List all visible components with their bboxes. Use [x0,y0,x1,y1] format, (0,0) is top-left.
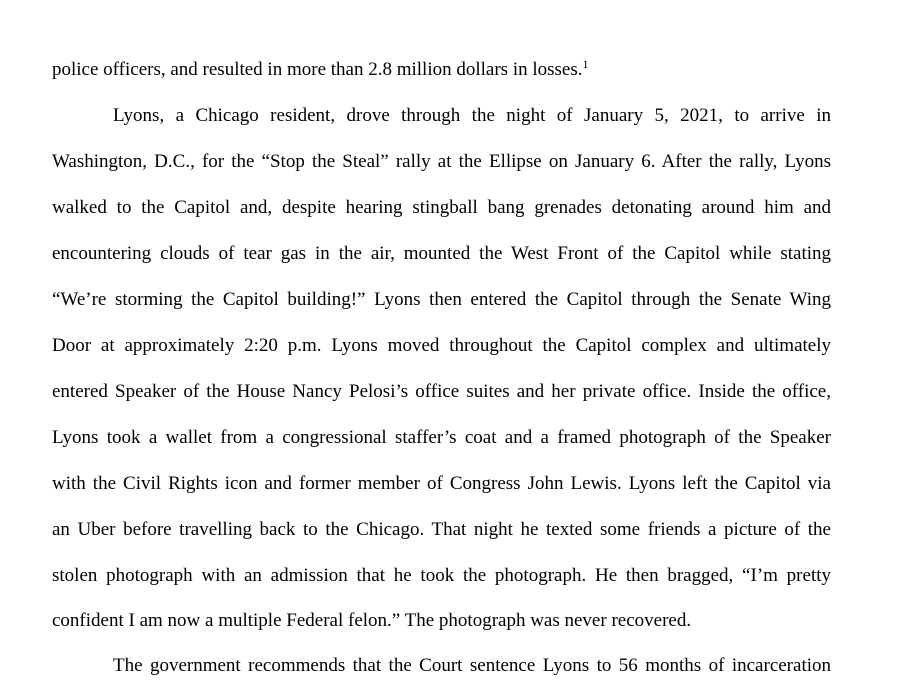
line-text: police officers, and resulted in more than 2.8 million dollars in losses. [52,59,583,80]
text-line: an Uber before travelling back to the Chicago. That night he texted some friends a picture of the [52,519,831,540]
paragraph-last-line: confident I am now a multiple Federal felon.” The photograph was never recovered. [52,610,692,631]
text-line: entered Speaker of the House Nancy Pelosi’s office suites and her private office. Inside the office, [52,381,831,402]
text-line [52,59,831,81]
text-line: “We’re storming the Capitol building!” Lyons then entered the Capitol through the Senate Wing [52,289,831,310]
paragraph-first-line: The government recommends that the Court sentence Lyons to 56 months of incarceration [113,655,831,676]
text-line: encountering clouds of tear gas in the air, mounted the West Front of the Capitol while stating [52,243,831,264]
text-line: Door at approximately 2:20 p.m. Lyons moved throughout the Capitol complex and ultimately [52,335,831,356]
footnote-reference: 1 [582,57,589,71]
text-line: Washington, D.C., for the “Stop the Steal” rally at the Ellipse on January 6. After the rally, Lyons [52,151,831,172]
text-line: with the Civil Rights icon and former member of Congress John Lewis. Lyons left the Capitol via [52,473,831,494]
paragraph-first-line: Lyons, a Chicago resident, drove through the night of January 5, 2021, to arrive in [113,105,831,126]
text-line: Lyons took a wallet from a congressional staffer’s coat and a framed photograph of the Speaker [52,427,831,448]
text-line: walked to the Capitol and, despite hearing stingball bang grenades detonating around him and [52,197,831,218]
text-line: stolen photograph with an admission that he took the photograph. He then bragged, “I’m pretty [52,565,831,586]
